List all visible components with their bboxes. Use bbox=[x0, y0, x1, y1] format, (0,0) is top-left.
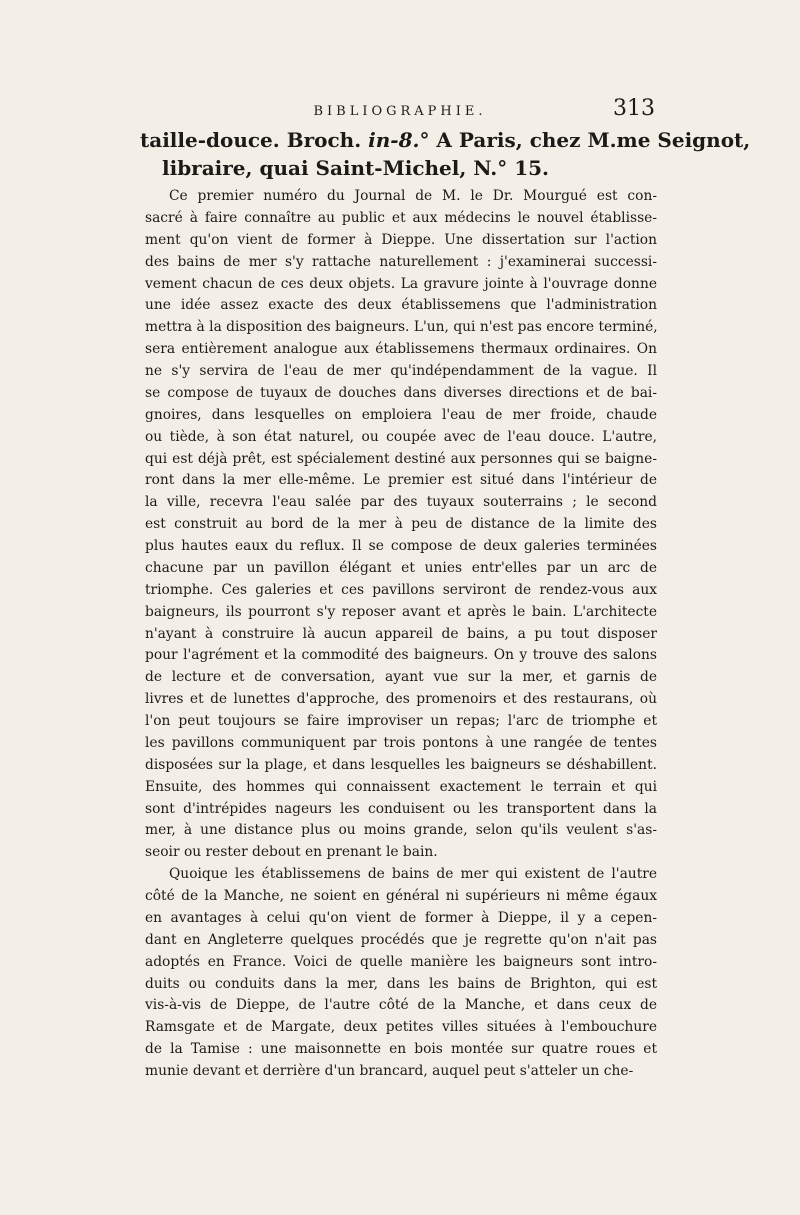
text-line: n'ayant à construire là aucun appareil de bains, a pu tout disposer bbox=[145, 625, 657, 642]
body-text bbox=[145, 186, 657, 1083]
text-line: duits ou conduits dans la mer, dans les bains de Brighton, qui est bbox=[145, 975, 657, 992]
text-line: l'on peut toujours se faire improviser un repas; l'arc de triomphe et bbox=[145, 713, 657, 729]
text-line: la ville, recevra l'eau salée par des tuyaux souterrains ; le second bbox=[145, 494, 657, 511]
running-title: BIBLIOGRAPHIE. bbox=[313, 104, 487, 119]
text-line: sacré à faire connaître au public et aux médecins le nouvel établisse- bbox=[145, 209, 657, 226]
text-line: pour l'agrément et la commodité des baigneurs. On y trouve des salons bbox=[145, 647, 657, 664]
text-line: de lecture et de conversation, ayant vue sur la mer, et garnis de bbox=[145, 669, 657, 686]
page-number: 313 bbox=[613, 96, 655, 121]
text-line: munie devant et derrière d'un brancard, auquel peut s'atteler un che- bbox=[145, 1063, 634, 1079]
text-line: triomphe. Ces galeries et ces pavillons serviront de rendez-vous aux bbox=[145, 581, 657, 598]
book-format: in-8. bbox=[368, 128, 420, 152]
text-line: vement chacun de ces deux objets. La gravure jointe à l'ouvrage donne bbox=[145, 275, 657, 292]
text-line: sont d'intrépides nageurs les conduisent ou les transportent dans la bbox=[145, 800, 657, 817]
intro-text: taille-douce. Broch. bbox=[140, 128, 369, 152]
text-line: Ramsgate et de Margate, deux petites villes situées à l'embouchure bbox=[145, 1019, 657, 1036]
text-line: chacune par un pavillon élégant et unies entr'elles par un arc de bbox=[145, 559, 657, 576]
text-line: de la Tamise : une maisonnette en bois montée sur quatre roues et bbox=[145, 1041, 657, 1058]
text-line: ou tiède, à son état naturel, ou coupée avec de l'eau douce. L'autre, bbox=[145, 428, 657, 445]
page-header bbox=[145, 96, 655, 124]
text-line: sera entièrement analogue aux établissemens thermaux ordinaires. On bbox=[145, 341, 657, 358]
intro-line-2: libraire, quai Saint-Michel, N.° 15. bbox=[162, 156, 550, 180]
text-line: ment qu'on vient de former à Dieppe. Une dissertation sur l'action bbox=[145, 231, 657, 248]
text-line: mer, à une distance plus ou moins grande, selon qu'ils veulent s'as- bbox=[145, 822, 657, 839]
text-line: disposées sur la plage, et dans lesquelles les baigneurs se déshabillent. bbox=[145, 756, 657, 773]
text-line: est construit au bord de la mer à peu de distance de la limite des bbox=[145, 516, 657, 533]
text-line: en avantages à celui qu'on vient de former à Dieppe, il y a cepen- bbox=[145, 909, 657, 926]
bibliographic-entry-end bbox=[140, 126, 751, 182]
text-line: dant en Angleterre quelques procédés que je regrette qu'on n'ait pas bbox=[145, 931, 657, 948]
text-line: des bains de mer s'y rattache naturellement : j'examinerai successi- bbox=[145, 253, 657, 270]
text-line: qui est déjà prêt, est spécialement destiné aux personnes qui se baigne- bbox=[145, 450, 657, 467]
text-line: gnoires, dans lesquelles on emploiera l'eau de mer froide, chaude bbox=[145, 406, 657, 423]
intro-text: ° A Paris, chez M.me Seignot, bbox=[419, 128, 751, 152]
text-line: Ensuite, des hommes qui connaissent exactement le terrain et qui bbox=[145, 778, 657, 795]
text-line: se compose de tuyaux de douches dans diverses directions et de bai- bbox=[145, 384, 657, 401]
text-line: baigneurs, ils pourront s'y reposer avant et après le bain. L'architecte bbox=[145, 603, 657, 620]
text-line: les pavillons communiquent par trois pontons à une rangée de tentes bbox=[145, 734, 657, 751]
text-line: Ce premier numéro du Journal de M. le Dr. Mourgué est con- bbox=[169, 188, 657, 204]
text-line: mettra à la disposition des baigneurs. L'un, qui n'est pas encore terminé, bbox=[145, 319, 658, 336]
intro-line-1 bbox=[140, 126, 751, 154]
text-line: ront dans la mer elle-même. Le premier est situé dans l'intérieur de bbox=[145, 472, 657, 489]
text-line: Quoique les établissemens de bains de mer qui existent de l'autre bbox=[169, 866, 657, 883]
text-line: livres et de lunettes d'approche, des promenoirs et des restaurans, où bbox=[145, 691, 657, 708]
text-line: plus hautes eaux du reflux. Il se compose de deux galeries terminées bbox=[145, 538, 657, 554]
text-line: côté de la Manche, ne soient en général ni supérieurs ni même égaux bbox=[145, 888, 657, 904]
text-line: ne s'y servira de l'eau de mer qu'indépendamment de la vague. Il bbox=[145, 363, 657, 379]
text-line: vis-à-vis de Dieppe, de l'autre côté de la Manche, et dans ceux de bbox=[145, 997, 657, 1014]
text-line: une idée assez exacte des deux établissemens que l'administration bbox=[145, 297, 657, 314]
text-line: seoir ou rester debout en prenant le bain. bbox=[145, 844, 438, 861]
text-line: adoptés en France. Voici de quelle manière les baigneurs sont intro- bbox=[145, 953, 657, 970]
